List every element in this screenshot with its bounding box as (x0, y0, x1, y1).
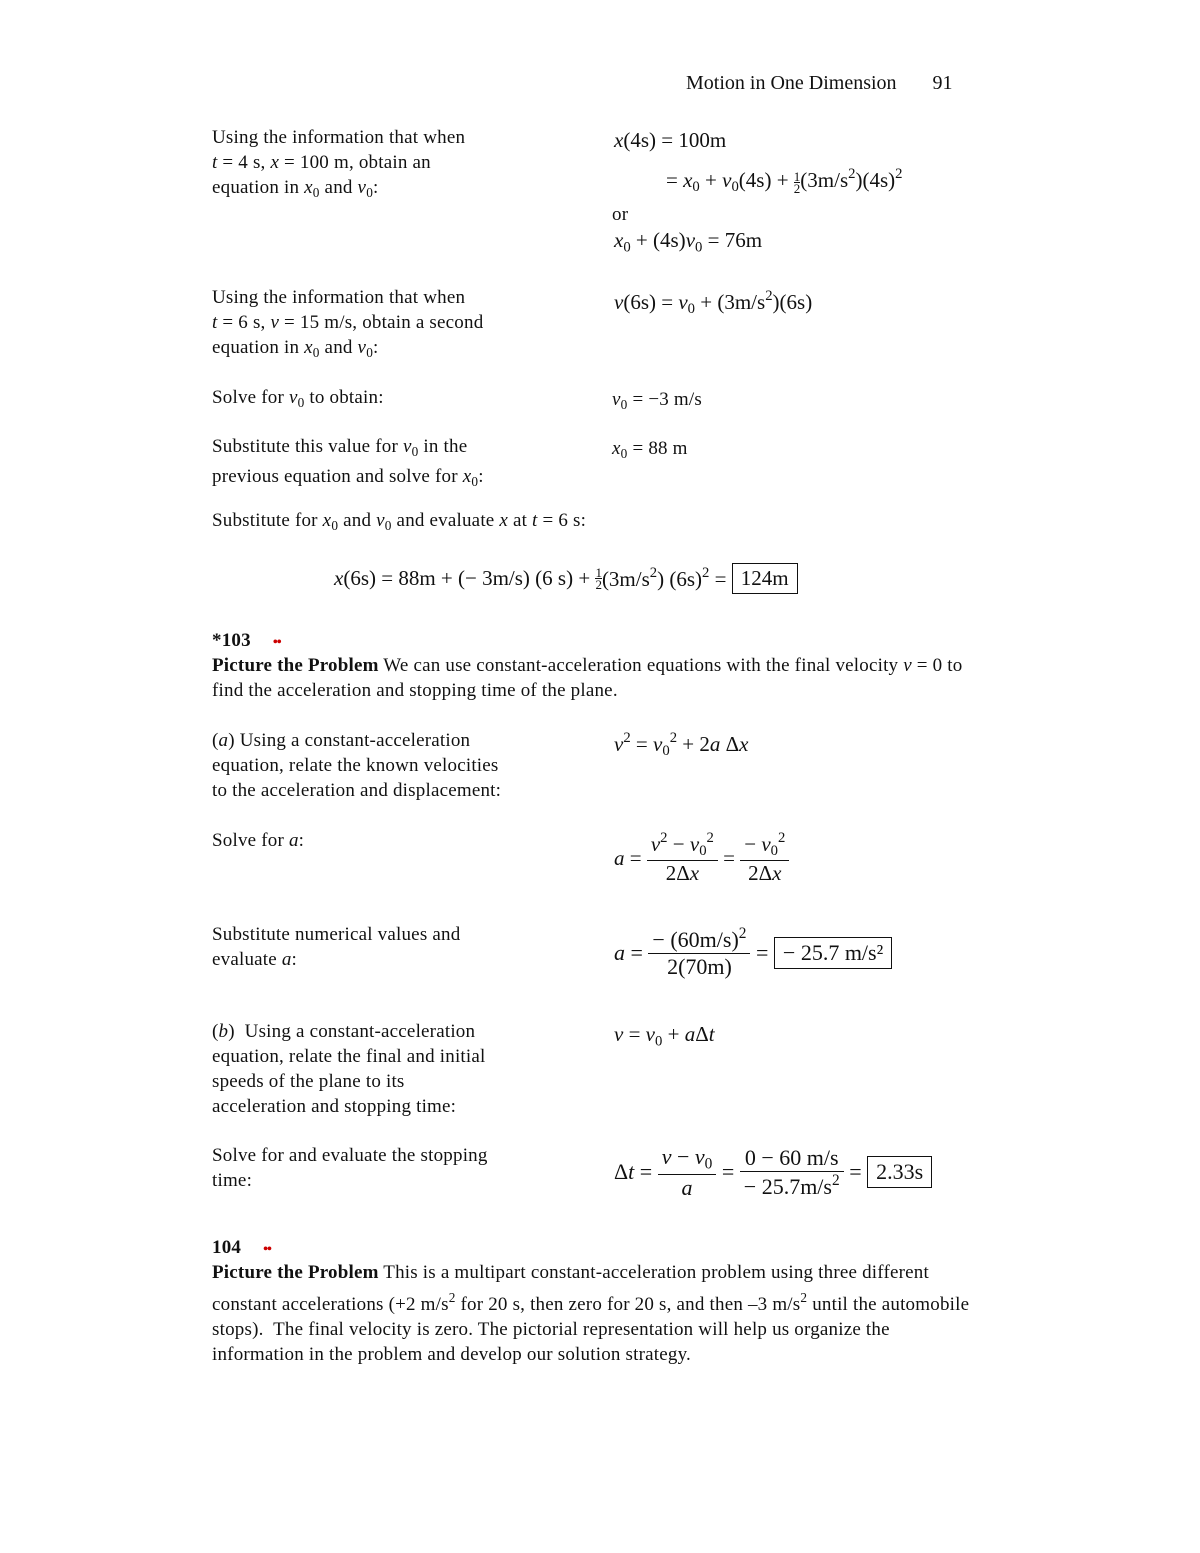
fraction-4: $\frac{v - v_0}{a}$ (658, 1144, 717, 1201)
final-eq: x(6s) = 88m + (− 3m/s) (6 s) + $\frac{1}{2}$ $(3m/s^2) (6s)^2$ = 124m (334, 563, 798, 594)
problem-104-intro: Picture the Problem This is a multipart constant-acceleration problem using three different constant accelerations (+2 $m/s^2$ for 20 s, then zero for 20 s, and then –3 $m/s^2$ until the automobile stops). The final velocity is zero. The pictorial representation will help us organize the information in the problem and develop our solution strategy. (212, 1262, 970, 1365)
p103-step-1-eq: $v^2 = v_0^2 + 2a$ Δx (614, 730, 749, 760)
step-2-line-3: equation in $x_0$ and $v_0$: (212, 337, 379, 360)
step-2-eq: $v(6s) = v_0 + (3m/s^2)(6s)$ (614, 288, 813, 318)
step-2-line-2: t = 6 s, v = 15 m/s, obtain a second (212, 312, 484, 333)
problem-103-heading (212, 628, 281, 655)
p103-step-2-eq: a = $\frac{v^2 - v_0^2}{2\Delta x}$ = $\frac{- v_0^2}{2\Delta x}$ (614, 830, 789, 886)
final-text: Substitute for $x_0$ and $v_0$ and evaluate x at t = 6 s: (212, 510, 587, 533)
acceleration-answer-box: − 25.7 m/s² (774, 937, 892, 969)
step-1-eq-3: $x_0 + (4s)v_0 = 76m$ (614, 228, 763, 256)
p103-step-3-text (212, 922, 460, 972)
p103-step-1-text (212, 728, 501, 803)
p103-step-3-line-2: evaluate a: (212, 949, 298, 970)
p103-step-4-line-2: equation, relate the final and initial (212, 1046, 486, 1067)
p103-step-3-line-1: Substitute numerical values and (212, 924, 461, 945)
step-1-line-2: t = 4 s, x = 100 m, obtain an (212, 152, 431, 173)
step-4-line-2: previous equation and solve for $x_0$: (212, 465, 484, 489)
step-1-eq-1: x(4s) = 100m (614, 128, 727, 152)
p103-step-2-text: Solve for a: (212, 830, 305, 851)
p103-step-5-text (212, 1143, 488, 1193)
step-1-text (212, 125, 465, 205)
p103-step-3-eq: a = $\frac{- (60m/s)^2}{2(70m)}$ = − 25.7 m/s² (614, 925, 892, 980)
running-title: Motion in One Dimension (686, 72, 897, 94)
p103-step-4-line-1: (b) Using a constant-acceleration (212, 1021, 476, 1042)
p103-step-1-line-3: to the acceleration and displacement: (212, 780, 502, 801)
p103-step-4-eq: $v = v_0 + a\Delta t$ (614, 1022, 715, 1050)
p103-step-1-line-1: (a) Using a constant-acceleration (212, 730, 471, 751)
step-2-text (212, 285, 483, 365)
fraction-2: $\frac{- v_0^2}{2\Delta x}$ (740, 830, 789, 886)
p103-step-5-line-1: Solve for and evaluate the stopping (212, 1145, 488, 1166)
step-1-eq-2: = $x_0 + v_0(4s)$ + $\frac{1}{2}(3m/s^2)(4s)^2$ (666, 166, 903, 196)
step-4-text (212, 434, 484, 494)
step-4-line-1: Substitute this value for $v_0$ in the (212, 436, 468, 459)
p103-step-1-line-2: equation, relate the known velocities (212, 755, 499, 776)
step-3-eq: $v_0 = -3$ m/s (612, 389, 702, 412)
step-4-eq: $x_0 = 88$ m (612, 438, 688, 461)
step-3-text: Solve for $v_0$ to obtain: (212, 387, 384, 410)
page-number: 91 (932, 72, 953, 94)
p103-step-5-line-2: time: (212, 1170, 253, 1191)
p103-step-4-line-3: speeds of the plane to its (212, 1071, 405, 1092)
problem-104-heading (212, 1235, 271, 1262)
difficulty-dots-103: •• (272, 635, 281, 650)
or-label: or (612, 204, 629, 225)
problem-103-intro: Picture the Problem We can use constant-acceleration equations with the final velocity v = 0 to find the acceleration and stopping time of the plane. (212, 655, 963, 701)
half-fraction-2: $\frac{1}{2}$ (595, 565, 602, 592)
p103-step-4-line-4: acceleration and stopping time: (212, 1096, 457, 1117)
fraction-5: $\frac{0 - 60 m/s}{- 25.7m/s^2}$ (740, 1145, 844, 1200)
picture-problem-label-103: Picture the Problem (212, 655, 379, 676)
difficulty-dots-104: •• (263, 1242, 271, 1257)
p103-step-4-text (212, 1019, 486, 1119)
running-header (686, 72, 953, 95)
p103-step-5-eq: Δt = $\frac{v - v_0}{a}$ = $\frac{0 - 60 m/s}{- 25.7m/s^2}$ = 2.33s (614, 1144, 932, 1201)
fraction-1: $\frac{v^2 - v_0^2}{2\Delta x}$ (647, 830, 718, 886)
fraction-3: $\frac{- (60m/s)^2}{2(70m)}$ (648, 925, 750, 980)
step-2-line-1: Using the information that when (212, 287, 466, 308)
stopping-time-answer-box: 2.33s (867, 1156, 932, 1188)
picture-problem-label-104: Picture the Problem (212, 1262, 379, 1283)
problem-104-number: 104 (212, 1237, 242, 1258)
half-fraction: $\frac{1}{2}$ (793, 168, 801, 196)
final-answer-box: 124m (732, 563, 798, 594)
problem-103-number: *103 (212, 630, 251, 651)
step-1-line-1: Using the information that when (212, 127, 466, 148)
step-1-line-3: equation in $x_0$ and $v_0$: (212, 177, 379, 200)
